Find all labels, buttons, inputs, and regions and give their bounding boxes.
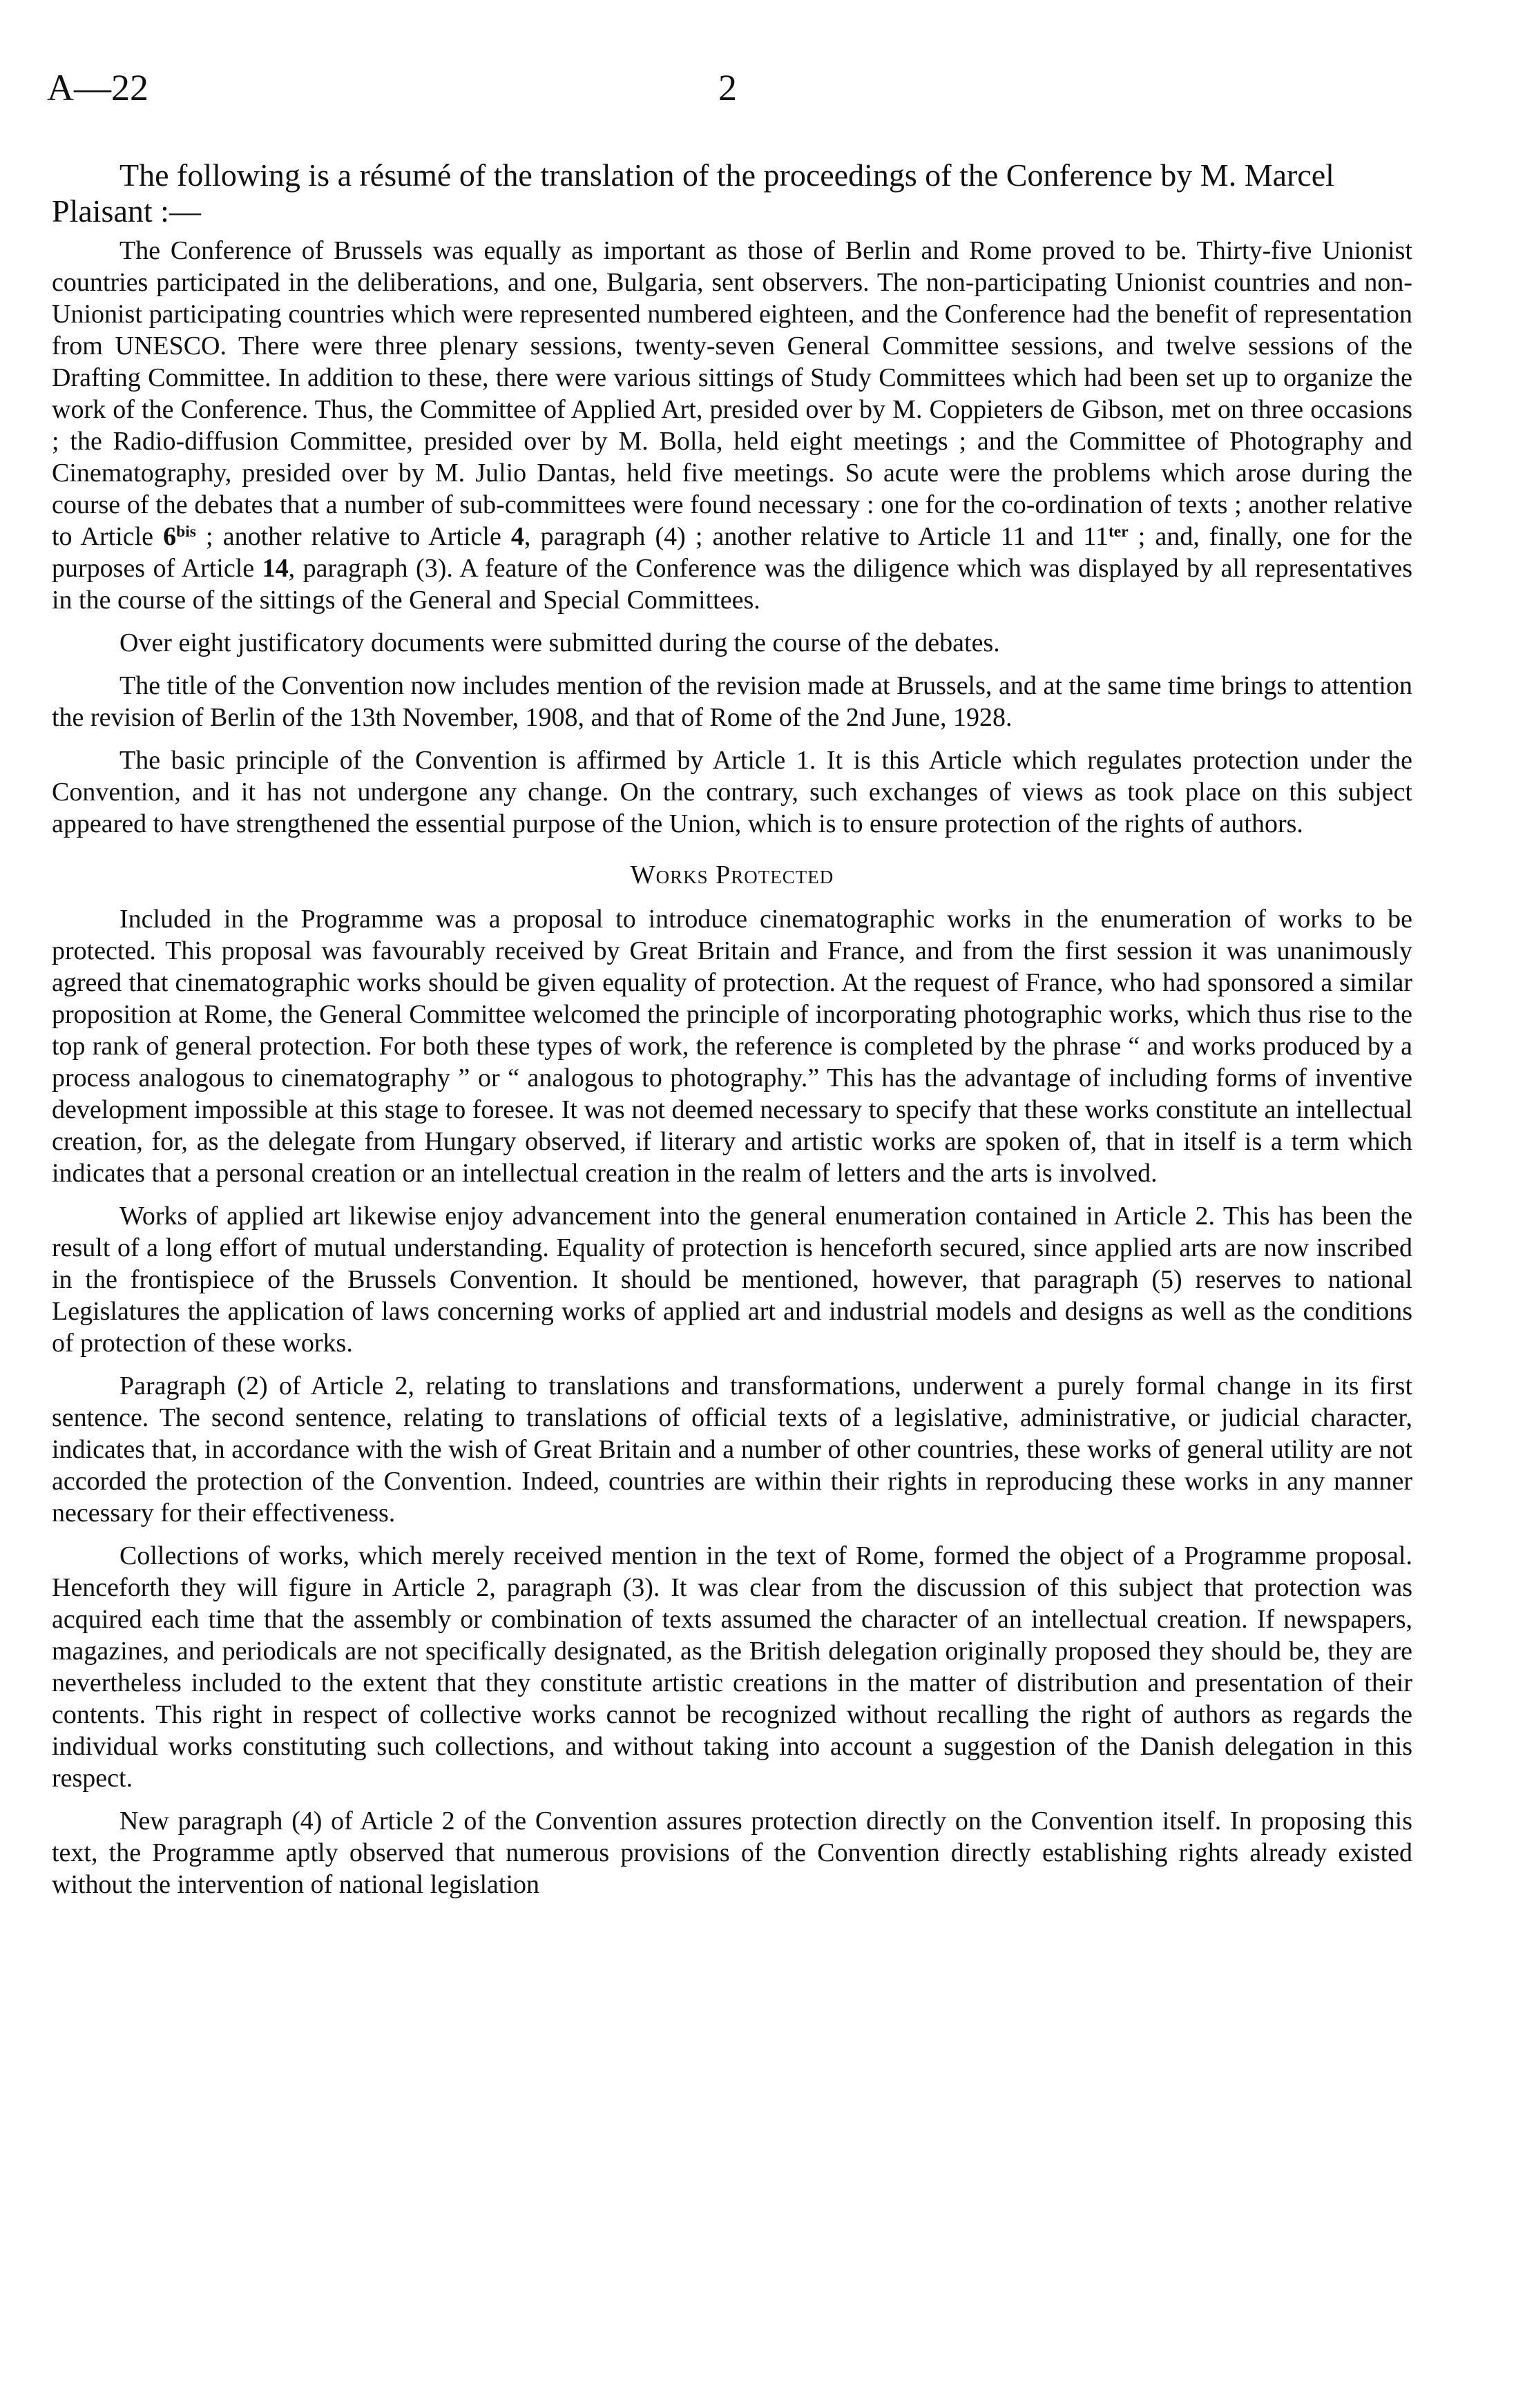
paragraph: Paragraph (2) of Article 2, relating to translations and transformations, underwent a purely formal change in its first sentence. The second sentence, relating to translations of official texts of a legislative, administrative, or judicial character, indicates that, in accordance with the wish of Great Britain and a number of other countries, these works of general utility are not accorded the protection of the Convention. Indeed, countries are within their rights in reproducing these works in any manner necessary for their effectiveness. [52,1371,1412,1528]
paragraph: Works of applied art likewise enjoy advancement into the general enumeration contained in Article 2. This has been the result of a long effort of mutual understanding. Equality of protection is henceforth secured, since applied arts are now inscribed in the frontispiece of the Brussels Convention. It should be mentioned, however, that paragraph (5) reserves to national Legislatures the application of laws concerning works of applied art and industrial models and designs as well as the conditions of protection of these works. [52,1202,1412,1358]
intro-line: The following is a résumé of the translation of the proceedings of the Conference by M. Marcel Plaisant :— [52,157,1334,229]
paragraph: Collections of works, which merely received mention in the text of Rome, formed the object of a Programme proposal. Henceforth they will figure in Article 2, paragraph (3). It was clear from the discussion of this subject that protection was acquired each time that the assembly or combination of texts assumed the character of an intellectual creation. If newspapers, magazines, and periodicals are not specifically designated, as the British delegation originally proposed they should be, they are nevertheless included to the extent that they constitute artistic creations in the matter of distribution and presentation of their contents. This right in respect of collective works cannot be recognized without recalling the right of authors as regards the individual works constituting such collections, and without taking into account a suggestion of the Danish delegation in this respect. [52,1541,1412,1793]
paragraph: Over eight justificatory documents were submitted during the course of the debates. [119,628,1000,657]
text-run: , paragraph (3). A feature of the Conference was the diligence which was displayed by all representatives in the course of the sittings of the General and Special Committees. [52,554,1413,615]
paragraph: New paragraph (4) of Article 2 of the Convention assures protection directly on the Convention itself. In proposing this text, the Programme aptly observed that numerous provisions of the Convention directly establishing rights already existed without the intervention of national legislation [52,1807,1412,1899]
paragraph: Included in the Programme was a proposal to introduce cinematographic works in the enumeration of works to be protected. This proposal was favourably received by Great Britain and France, and from the first session it was unanimously agreed that cinematographic works should be given equality of protection. At the request of France, who had sponsored a similar proposition at Rome, the General Committee welcomed the principle of incorporating photographic works, which thus rise to the top rank of general protection. For both these types of work, the reference is completed by the phrase “ and works produced by a process analogous to cinematography ” or “ analogous to photography.” This has the advantage of including forms of inventive development impossible at this stage to foresee. It was not deemed necessary to specify that these works constitute an intellectual creation, for, as the delegate from Hungary observed, if literary and artistic works are spoken of, that in itself is a term which indicates that a personal creation or an intellectual creation in the realm of letters and the arts is involved. [52,905,1412,1188]
section-heading: Works Protected [630,860,834,889]
article-number: 6 [163,522,177,551]
article-number: 14 [262,554,289,583]
paragraph: The basic principle of the Convention is affirmed by Article 1. It is this Article which regulates protection under the Convention, and it has not undergone any change. On the contrary, such exchanges of views as took place on this subject appeared to have strengthened the essential purpose of the Union, which is to ensure protection of the rights of authors. [52,746,1412,838]
document-body [52,157,1412,1911]
superscript-bis: bis [176,523,196,541]
text-run: ; another relative to Article [195,522,511,551]
superscript-ter: ter [1108,523,1129,541]
article-number: 4 [510,522,524,551]
paragraph: The title of the Convention now includes mention of the revision made at Brussels, and at the same time brings to attention the revision of Berlin of the 13th November, 1908, and that of Rome of the 2nd June, 1928. [52,671,1412,732]
text-run: ; and, finally, one for the purposes of Article [52,522,1413,583]
paragraph-conference-overview [52,235,1412,616]
text-run: The Conference of Brussels was equally as important as those of Berlin and Rome proved to be. Thirty-five Unionist countries participated in the deliberations, and one, Bulgaria, sent observers. The non-participating Unionist countries and non-Unionist participating countries which were represented numbered eighteen, and the Conference had the benefit of representation from UNESCO. There were three plenary sessions, twenty-seven General Committee sessions, and twelve sessions of the Drafting Committee. In addition to these, there were various sittings of Study Committees which had been set up to organize the work of the Conference. Thus, the Committee of Applied Art, presided over by M. Coppieters de Gibson, met on three occasions ; the Radio-diffusion Committee, presided over by M. Bolla, held eight meetings ; and the Committee of Photography and Cinematography, presided over by M. Julio Dantas, held five meetings. So acute were the problems which arose during the course of the debates that a number of sub-committees were found necessary : one for the co-ordination of texts ; another relative to Article [52,236,1412,551]
page-number: 2 [718,67,737,108]
text-run: , paragraph (4) ; another relative to Article 11 and 11 [524,522,1109,551]
document-reference: A—22 [47,67,148,108]
